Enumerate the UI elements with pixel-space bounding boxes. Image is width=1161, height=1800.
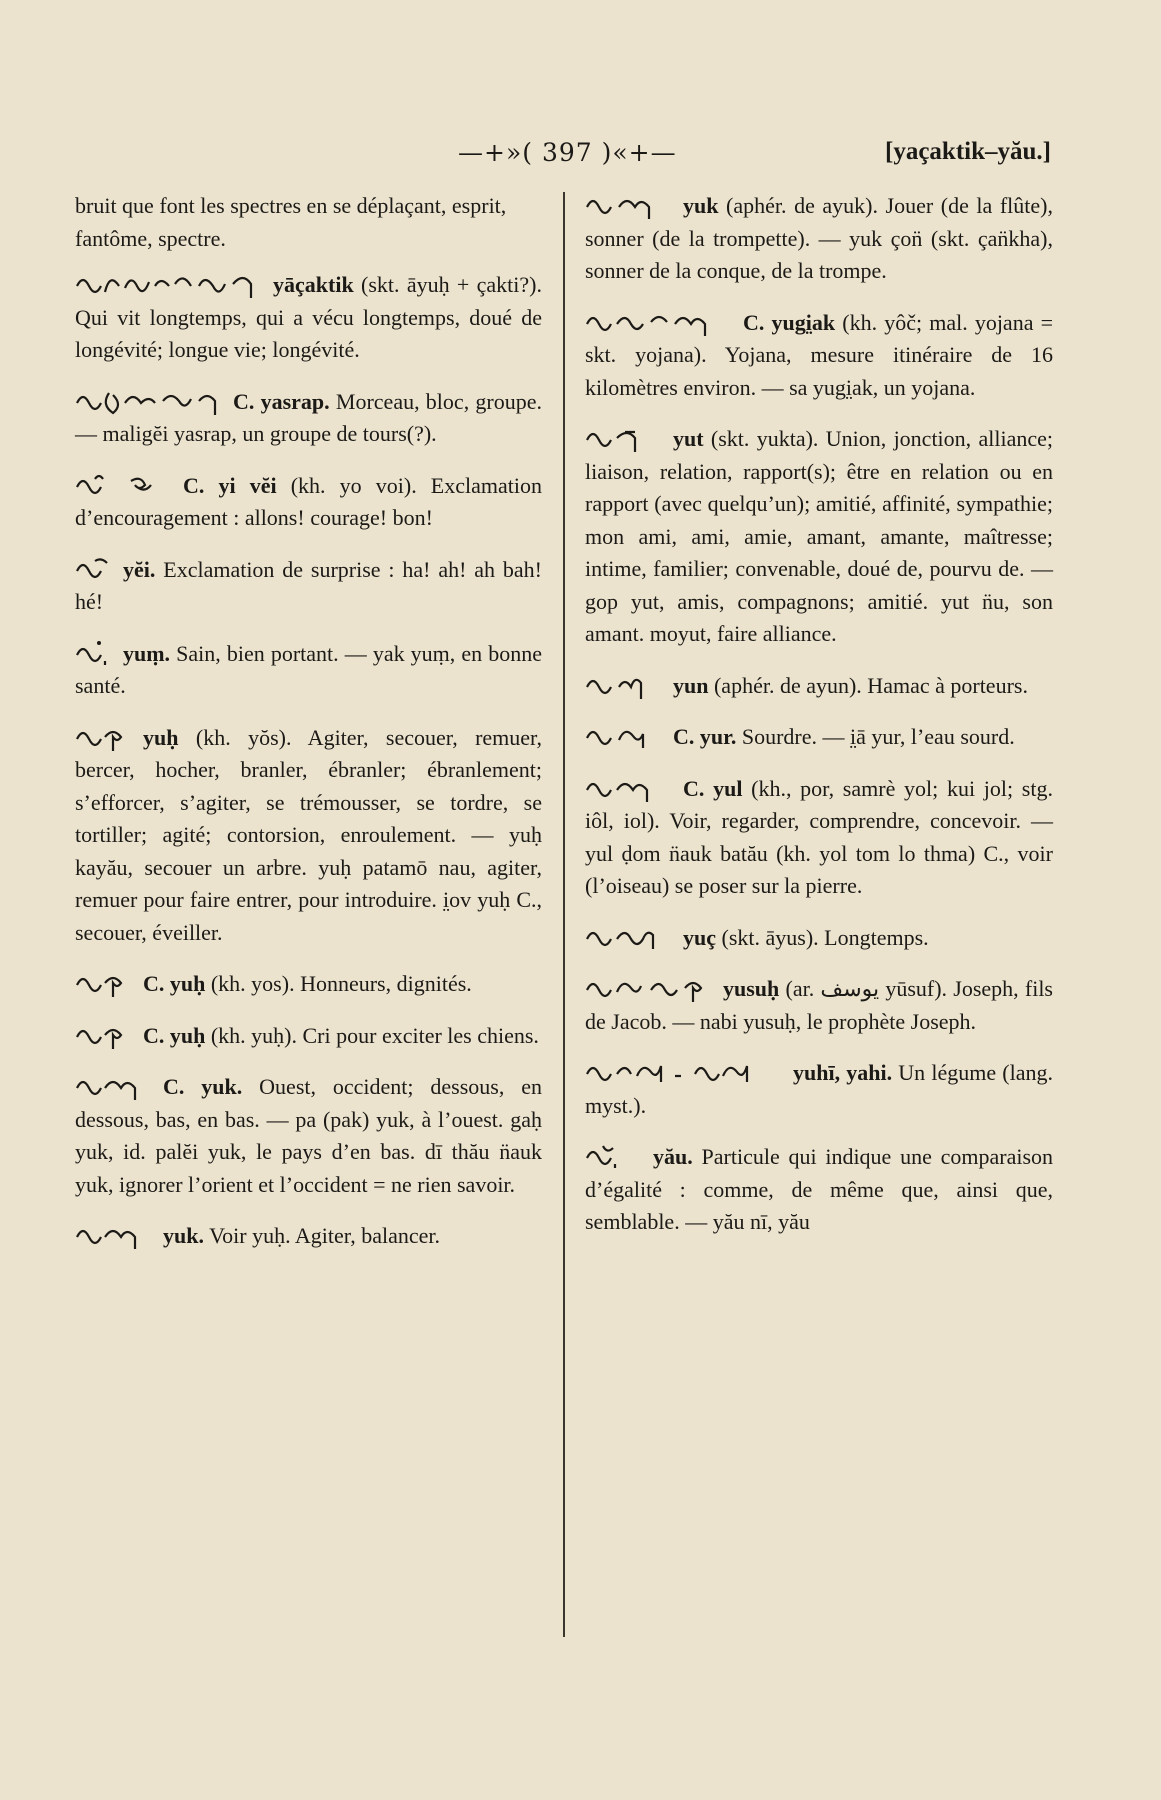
headword: yĕi.	[123, 556, 156, 582]
headword: C. yuḥ	[143, 971, 206, 996]
dictionary-entry	[585, 423, 1053, 651]
dictionary-entry	[585, 190, 1053, 288]
dictionary-entry	[75, 386, 542, 451]
entry-text: (ar. يوسف yūsuf). Joseph, fils de Jacob. — nabi yusuḥ, le prophète Joseph.	[585, 976, 1053, 1034]
cham-script-icon	[75, 1072, 155, 1100]
headword: yut	[673, 426, 704, 451]
page-number: —+»( 397 )«+—	[458, 138, 677, 167]
dictionary-entry	[75, 470, 542, 535]
dictionary-entry	[585, 670, 1053, 703]
cham-script-icon	[75, 1221, 155, 1249]
headword: C. yuk.	[163, 1074, 243, 1099]
entry-text: (skt. yukta). Union, jonction, alliance; liaison, relation, rapport(s); être en relation ou en rapport (avec quelqu’un); amitié, affinité, sympathie; mon ami, ami, amie, amant, amante, maîtresse; intime, familier; convenable, doué de, pourvu de. — gop yut, amis, compagnons; amitié. yut n̈u, son amant. moyut, faire alliance.	[585, 426, 1054, 646]
entry-text: (kh., por, samrè yol; kui jol; stg. iôl, iol). Voir, regarder, comprendre, concevoir. — yul ḍom n̈auk batău (kh. yol tom lo thma) C., voir (l’oiseau) se poser sur la pierre.	[585, 775, 1053, 898]
cham-script-icon	[75, 639, 115, 667]
dictionary-entry	[585, 773, 1053, 903]
entry-text: Sourdre. — i̤ā yur, l’eau sourd.	[741, 724, 1015, 749]
column-divider	[563, 192, 565, 1637]
headword: yun	[673, 672, 709, 698]
dictionary-entry	[585, 973, 1053, 1038]
dictionary-entry	[75, 554, 542, 619]
entry-text: (aphér. de ayun). Hamac à porteurs.	[713, 672, 1028, 698]
cham-script-icon	[585, 191, 675, 219]
entry-text: (kh. yuḥ). Cri pour exciter les chiens.	[210, 1022, 539, 1048]
cham-script-icon	[75, 471, 175, 499]
headword: C. yugi̤ak	[743, 309, 836, 335]
cham-script-icon	[585, 308, 735, 336]
dictionary-entry	[75, 1071, 542, 1201]
entry-text: (skt. āyus). Longtemps.	[721, 924, 929, 950]
cham-script-icon	[75, 969, 135, 997]
cham-script-icon	[585, 923, 675, 951]
headword: yuṃ.	[123, 640, 171, 666]
cham-script-icon	[585, 424, 665, 452]
headword: yuk.	[163, 1223, 204, 1248]
dictionary-entry	[75, 1220, 542, 1253]
headword: yuk	[683, 193, 719, 218]
cham-script-icon	[75, 555, 115, 583]
entry-text: Exclamation de surprise : ha! ah! ah bah! hé!	[75, 556, 542, 614]
dictionary-entry	[585, 1141, 1053, 1239]
entry-text: (kh. yo voi). Exclamation d’encouragement : allons! courage! bon!	[75, 472, 542, 530]
cham-script-icon	[585, 974, 715, 1002]
dictionary-entry	[585, 721, 1053, 754]
dictionary-entry	[75, 722, 542, 950]
entry-text: Particule qui indique une comparaison d’égalité : comme, de même que, ainsi que, semblable. — yău nī, yău	[585, 1144, 1054, 1234]
cham-script-icon	[585, 671, 665, 699]
entry-text: Voir yuḥ. Agiter, balancer.	[209, 1223, 440, 1248]
entry-text: Morceau, bloc, groupe. — maligĕi yasrap, un groupe de tours(?).	[75, 388, 543, 446]
cham-script-icon	[585, 1058, 785, 1086]
headword: C. yasrap.	[233, 388, 330, 414]
entry-text: Sain, bien portant. — yak yuṃ, en bonne santé.	[75, 640, 542, 698]
cham-script-icon	[75, 723, 135, 751]
entry-text: (kh. yŏs). Agiter, secouer, remuer, bercer, hocher, branler, ébranler; ébranlement; s’efforcer, s’agiter, se trémousser, se tordre, se tortiller; agité; contorsion, enroulement. — yuḥ kayău, secouer un arbre. yuḥ patamō nau, agiter, remuer pour faire entrer, pour introduire. i̤ov yuḥ C., secouer, éveiller.	[75, 724, 543, 945]
cham-script-icon	[585, 722, 665, 750]
dictionary-entry	[75, 1020, 542, 1053]
entry-text: (kh. yos). Honneurs, dignités.	[210, 971, 472, 996]
dictionary-entry	[585, 307, 1053, 405]
dictionary-entry	[75, 269, 542, 367]
page-header	[0, 138, 1161, 178]
dictionary-entry	[75, 968, 542, 1001]
entry-text: (aphér. de ayuk). Jouer (de la flûte), sonner (de la trompette). — yuk çon̈ (skt. çan̈kha), sonner de la conque, de la trompe.	[585, 193, 1053, 283]
headword: yău.	[653, 1144, 693, 1169]
headword: C. yi vĕi	[183, 472, 277, 498]
headword: yusuḥ	[723, 976, 780, 1001]
headword: yuhī, yahi.	[793, 1060, 893, 1085]
cham-script-icon	[585, 774, 675, 802]
headword: yuḥ	[143, 724, 179, 750]
headword: yāçaktik	[273, 272, 354, 297]
headword: C. yul	[683, 775, 743, 801]
entry-text: Un légume (lang. myst.).	[585, 1060, 1053, 1118]
cham-script-icon	[75, 387, 225, 415]
cham-script-icon	[75, 1021, 135, 1049]
dictionary-entry	[585, 922, 1053, 955]
left-column	[75, 190, 542, 1272]
dictionary-entry	[75, 638, 542, 703]
headword: yuç	[683, 924, 716, 950]
entry-text: (kh. yôč; mal. yojana = skt. yojana). Yojana, mesure itinéraire de 16 kilomètres environ. — sa yugi̤ak, un yojana.	[585, 309, 1054, 400]
continuation-text: bruit que font les spectres en se déplaçant, esprit, fantôme, spectre.	[75, 193, 507, 251]
running-head: [yaçaktik–yău.]	[885, 138, 1051, 165]
headword: C. yuḥ	[143, 1022, 206, 1048]
cham-script-icon	[75, 270, 265, 298]
entry-text: (skt. āyuḥ + çakti?). Qui vit longtemps, qui a vécu longtemps, doué de longévité; longue vie; longévité.	[75, 272, 542, 362]
cham-script-icon	[585, 1142, 645, 1170]
right-column	[585, 190, 1053, 1258]
dictionary-entry	[585, 1057, 1053, 1122]
headword: C. yur.	[673, 724, 737, 749]
entry-text: Ouest, occident; dessous, en dessous, bas, en bas. — pa (pak) yuk, à l’ouest. gaḥ yuk, id. palĕi yuk, le pays d’en bas. dī thău n̈auk yuk, ignorer l’orient et l’occident = ne rien savoir.	[75, 1074, 543, 1197]
